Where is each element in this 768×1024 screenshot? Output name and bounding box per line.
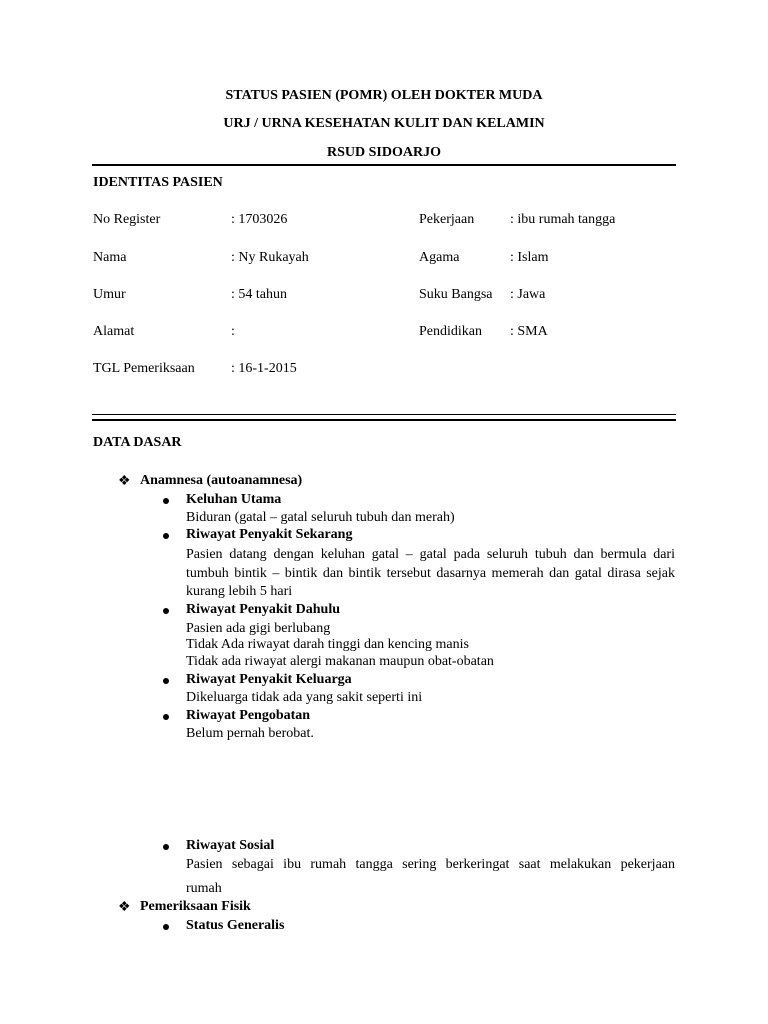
value-alamat: : bbox=[231, 324, 235, 339]
keluhan-utama-title: Keluhan Utama bbox=[186, 492, 282, 507]
value-no-register: : 1703026 bbox=[231, 212, 288, 227]
section-divider-thick bbox=[92, 419, 676, 421]
rpk-title: Riwayat Penyakit Keluarga bbox=[186, 672, 352, 687]
value-nama: : Ny Rukayah bbox=[231, 250, 309, 265]
bullet-icon bbox=[163, 533, 169, 539]
bullet-icon bbox=[163, 678, 169, 684]
pengobatan-title: Riwayat Pengobatan bbox=[186, 708, 311, 723]
bullet-icon bbox=[163, 714, 169, 720]
bullet-icon bbox=[163, 498, 169, 504]
keluhan-utama-text: Biduran (gatal – gatal seluruh tubuh dan merah) bbox=[186, 510, 455, 525]
anamnesa-title: Anamnesa (autoanamnesa) bbox=[140, 473, 303, 488]
label-agama: Agama bbox=[419, 250, 460, 265]
bullet-icon bbox=[163, 924, 169, 930]
rpd-line-3: Tidak ada riwayat alergi makanan maupun obat-obatan bbox=[186, 654, 494, 669]
label-pendidikan: Pendidikan bbox=[419, 324, 482, 339]
document-title-line-3: RSUD SIDOARJO bbox=[327, 145, 441, 160]
header-divider bbox=[92, 164, 676, 166]
label-no-register: No Register bbox=[93, 212, 161, 227]
pengobatan-text: Belum pernah berobat. bbox=[186, 726, 314, 741]
label-tgl-pemeriksaan: TGL Pemeriksaan bbox=[93, 361, 195, 376]
sosial-text-line-1: Pasien sebagai ibu rumah tangga sering berkeringat saat melakukan pekerjaan bbox=[186, 857, 675, 872]
sosial-title: Riwayat Sosial bbox=[186, 838, 275, 853]
value-tgl-pemeriksaan: : 16-1-2015 bbox=[231, 361, 297, 376]
rpd-title: Riwayat Penyakit Dahulu bbox=[186, 602, 341, 617]
rpd-line-2: Tidak Ada riwayat darah tinggi dan kencing manis bbox=[186, 637, 469, 652]
rps-text: Pasien datang dengan keluhan gatal – gatal pada seluruh tubuh dan bermula dari tumbuh bintik – bintik dan bintik tersebut dasarnya memerah dan gatal dirasa sejak kurang lebih 5 hari bbox=[186, 547, 675, 599]
label-umur: Umur bbox=[93, 287, 126, 302]
document-title-line-1: STATUS PASIEN (POMR) OLEH DOKTER MUDA bbox=[225, 88, 543, 103]
data-dasar-heading: DATA DASAR bbox=[93, 435, 182, 450]
value-pekerjaan: : ibu rumah tangga bbox=[510, 212, 616, 227]
rpd-line-1: Pasien ada gigi berlubang bbox=[186, 621, 331, 636]
value-agama: : Islam bbox=[510, 250, 549, 265]
rps-title: Riwayat Penyakit Sekarang bbox=[186, 527, 353, 542]
label-pekerjaan: Pekerjaan bbox=[419, 212, 475, 227]
bullet-icon bbox=[163, 608, 169, 614]
value-pendidikan: : SMA bbox=[510, 324, 548, 339]
identitas-heading: IDENTITAS PASIEN bbox=[93, 175, 223, 190]
section-divider-thin bbox=[92, 414, 676, 415]
diamond-bullet-icon: ❖ bbox=[118, 900, 131, 915]
value-umur: : 54 tahun bbox=[231, 287, 287, 302]
bullet-icon bbox=[163, 844, 169, 850]
label-alamat: Alamat bbox=[93, 324, 135, 339]
label-suku-bangsa: Suku Bangsa bbox=[419, 287, 493, 302]
sosial-text-line-2: rumah bbox=[186, 881, 222, 896]
document-title-line-2: URJ / URNA KESEHATAN KULIT DAN KELAMIN bbox=[223, 116, 545, 131]
label-nama: Nama bbox=[93, 250, 127, 265]
rpk-text: Dikeluarga tidak ada yang sakit seperti ini bbox=[186, 690, 423, 705]
diamond-bullet-icon: ❖ bbox=[118, 474, 131, 489]
status-generalis-title: Status Generalis bbox=[186, 918, 285, 933]
value-suku-bangsa: : Jawa bbox=[510, 287, 546, 302]
pemeriksaan-fisik-title: Pemeriksaan Fisik bbox=[140, 899, 251, 914]
